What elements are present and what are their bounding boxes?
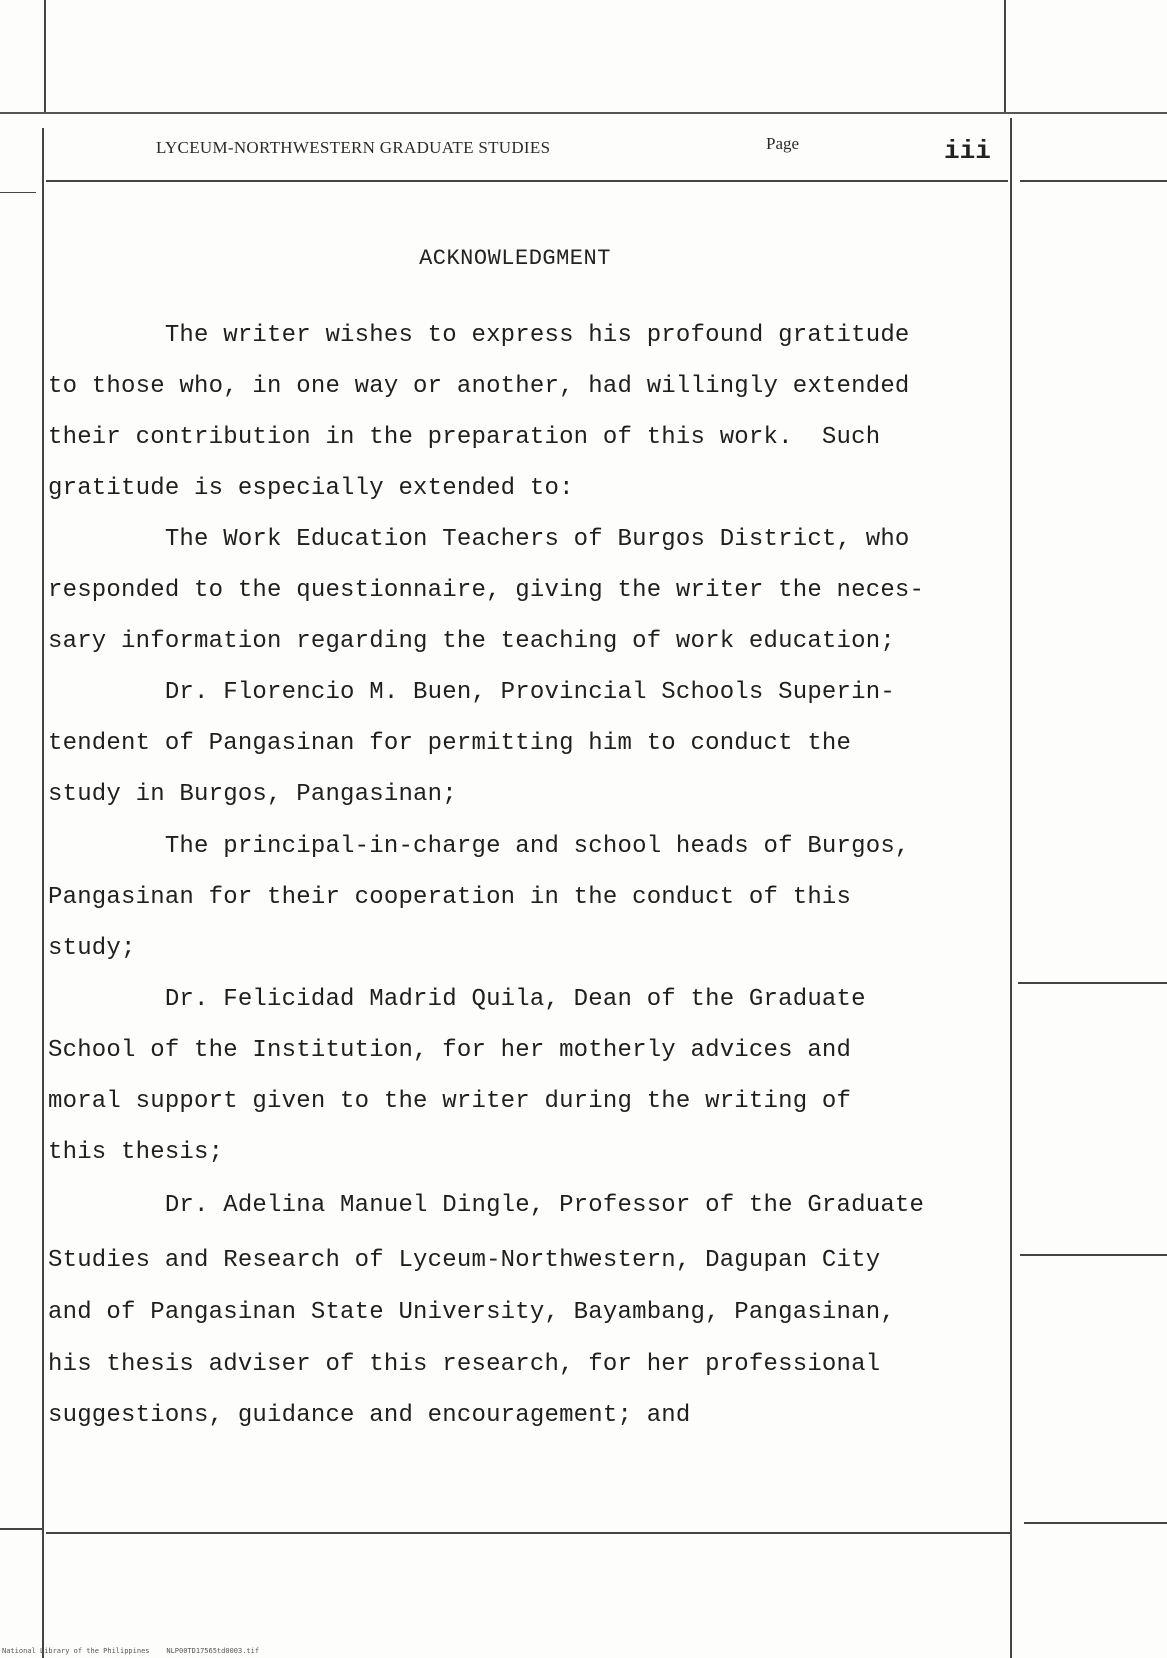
text-line: The Work Education Teachers of Burgos District, who (48, 526, 910, 553)
text-line: suggestions, guidance and encouragement; and (48, 1402, 691, 1429)
text-line: Dr. Florencio M. Buen, Provincial Schools Superin- (48, 679, 895, 706)
bottom-rule-stub (0, 1528, 44, 1530)
page-heading: ACKNOWLEDGMENT (419, 246, 611, 271)
text-line: gratitude is especially extended to: (48, 475, 574, 502)
running-header (156, 134, 996, 170)
text-line: The principal-in-charge and school heads of Burgos, (48, 833, 910, 860)
text-line: tendent of Pangasinan for permitting him to conduct the (48, 730, 852, 757)
text-line: their contribution in the preparation of this work. Such (48, 424, 881, 451)
top-rule (0, 112, 1167, 114)
text-line: Dr. Felicidad Madrid Quila, Dean of the Graduate (48, 986, 866, 1013)
text-line: study; (48, 935, 136, 962)
institution-title: LYCEUM-NORTHWESTERN GRADUATE STUDIES (156, 138, 551, 157)
right-stub-rule (1018, 982, 1167, 984)
right-stub-rule (1020, 180, 1167, 182)
page-label: Page (766, 134, 800, 153)
header-rule (46, 180, 1008, 182)
right-stub-rule (1024, 1522, 1167, 1524)
text-line: sary information regarding the teaching of work education; (48, 628, 895, 655)
left-border-top (44, 0, 46, 112)
text-line: Dr. Adelina Manuel Dingle, Professor of the Graduate (48, 1192, 925, 1219)
right-border-top (1004, 0, 1006, 112)
text-line: to those who, in one way or another, had willingly extended (48, 373, 910, 400)
text-line: moral support given to the writer during the writing of (48, 1088, 852, 1115)
text-line: study in Burgos, Pangasinan; (48, 781, 457, 808)
right-stub-rule (1020, 1254, 1167, 1256)
left-stub-rule (0, 192, 36, 193)
bottom-rule (46, 1532, 1010, 1534)
text-line: School of the Institution, for her motherly advices and (48, 1037, 852, 1064)
right-border (1010, 118, 1012, 1658)
text-line: Studies and Research of Lyceum-Northwestern, Dagupan City (48, 1247, 881, 1274)
text-line: his thesis adviser of this research, for her professional (48, 1351, 881, 1378)
page-number: iii (944, 136, 991, 166)
left-border (42, 128, 44, 1658)
text-line: and of Pangasinan State University, Bayambang, Pangasinan, (48, 1299, 895, 1326)
text-line: responded to the questionnaire, giving the writer the neces- (48, 577, 925, 604)
text-line: The writer wishes to express his profound gratitude (48, 322, 910, 349)
text-line: this thesis; (48, 1139, 224, 1166)
text-line: Pangasinan for their cooperation in the conduct of this (48, 884, 852, 911)
scan-credit: National Library of the Philippines NLP00TD17565td0003.tif (2, 1647, 260, 1655)
